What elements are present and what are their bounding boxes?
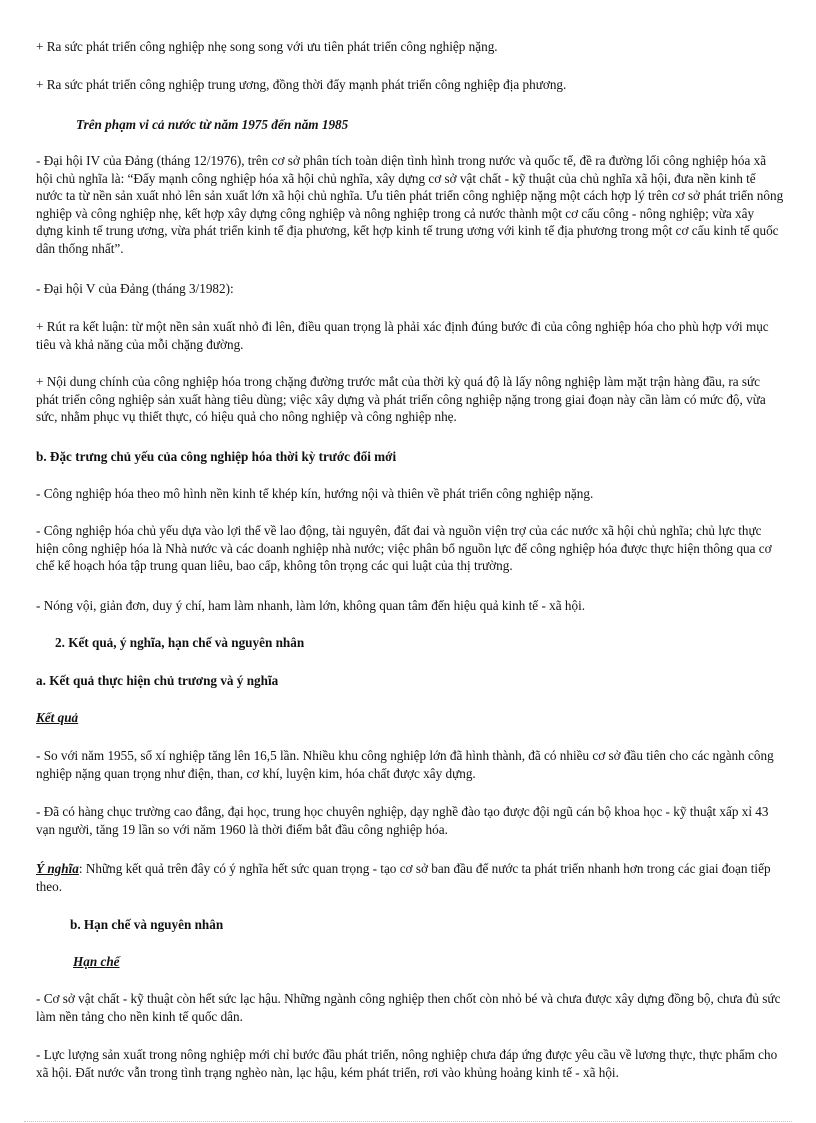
heading-limitations: Hạn chế xyxy=(73,954,120,969)
heading-results: Kết quả xyxy=(36,710,79,725)
paragraph-congress-v: - Đại hội V của Đảng (tháng 3/1982): xyxy=(36,281,234,296)
paragraph-main-content: + Nội dung chính của công nghiệp hóa trong chặng đường trước mắt của thời kỳ quá độ là lấy nông nghiệp làm mặt trận hàng đầu, ra sức phát triển công nghiệp sản xuất hàng tiêu dùng; việc xây dựng và phát triển công nghiệp nặng trong giai đoạn này cần làm có mức độ, vừa sức, nhằm phục vụ thiết thực, có hiệu quả cho nông nghiệp và công nghiệp nhẹ. xyxy=(36,374,766,424)
heading-results-section: 2. Kết quả, ý nghĩa, hạn chế và nguyên nhân xyxy=(55,635,305,650)
significance-text: : Những kết quả trên đây có ý nghĩa hết sức quan trọng - tạo cơ sở ban đầu để nước ta phát triển nhanh hơn trong các giai đoạn tiếp theo. xyxy=(36,861,771,894)
heading-nationwide-1975-1985: Trên phạm vi cả nước từ năm 1975 đến năm 1985 xyxy=(76,117,349,132)
paragraph-advantages: - Công nghiệp hóa chủ yếu dựa vào lợi thế về lao động, tài nguyên, đất đai và nguồn viện trợ của các nước xã hội chủ nghĩa; chủ lực thực hiện công nghiệp hóa là Nhà nước và các doanh nghiệp nhà nước; việc phân bổ nguồn lực để công nghiệp hóa được thực hiện thông qua cơ chế kế hoạch hóa tập trung quan liêu, bao cấp, không tôn trọng các qui luật của thị trường. xyxy=(36,523,772,573)
paragraph-hasty: - Nóng vội, giản đơn, duy ý chí, ham làm nhanh, làm lớn, không quan tâm đến hiệu quả kinh tế - xã hội. xyxy=(36,598,586,613)
paragraph-education: - Đã có hàng chục trường cao đẳng, đại học, trung học chuyên nghiệp, dạy nghề đào tạo được đội ngũ cán bộ khoa học - kỹ thuật xấp xỉ 43 vạn người, tăng 19 lần so với năm 1960 là thời điểm bắt đầu công nghiệp hóa. xyxy=(36,804,769,837)
paragraph-central-industry: + Ra sức phát triển công nghiệp trung ương, đồng thời đẩy mạnh phát triển công nghiệp địa phương. xyxy=(36,77,567,92)
paragraph-light-industry: + Ra sức phát triển công nghiệp nhẹ song song với ưu tiên phát triển công nghiệp nặng. xyxy=(36,39,498,54)
paragraph-enterprises: - So với năm 1955, số xí nghiệp tăng lên 16,5 lần. Nhiều khu công nghiệp lớn đã hình thành, đã có nhiều cơ sở đầu tiên cho các ngành công nghiệp nặng quan trọng như điện, than, cơ khí, luyện kim, hóa chất được xây dựng. xyxy=(36,748,774,781)
paragraph-infrastructure: - Cơ sở vật chất - kỹ thuật còn hết sức lạc hậu. Những ngành công nghiệp then chốt còn nhỏ bé và chưa được xây dựng đồng bộ, chưa đủ sức làm nền tảng cho nền kinh tế quốc dân. xyxy=(36,991,781,1024)
paragraph-closed-economy: - Công nghiệp hóa theo mô hình nền kinh tế khép kín, hướng nội và thiên về phát triển công nghiệp nặng. xyxy=(36,486,594,501)
paragraph-congress-iv: - Đại hội IV của Đảng (tháng 12/1976), trên cơ sở phân tích toàn diện tình hình trong nước và quốc tế, đề ra đường lối công nghiệp hóa xã hội chủ nghĩa là: “Đẩy mạnh công nghiệp hóa xã hội chủ nghĩa, xây dựng cơ sở vật chất - kỹ thuật của chủ nghĩa xã hội, đưa nền kinh tế nước ta từ nền sản xuất nhỏ lên sản xuất lớn xã hội chủ nghĩa. Ưu tiên phát triển công nghiệp nặng một cách hợp lý trên cơ sở phát triển nông nghiệp và công nghiệp nhẹ, kết hợp xây dựng công nghiệp và nông nghiệp trong cả nước thành một cơ cấu công - nông nghiệp; vừa xây dựng kinh tế trung ương, vừa phát triển kinh tế địa phương, kết hợp kinh tế trung ương với kinh tế địa phương trong một cơ cấu kinh tế quốc dân thống nhất”. xyxy=(36,153,784,256)
heading-results-meaning: a. Kết quả thực hiện chủ trương và ý nghĩa xyxy=(36,673,279,688)
page-bottom-rule xyxy=(24,1121,792,1122)
heading-limitations-causes: b. Hạn chế và nguyên nhân xyxy=(70,917,224,932)
paragraph-agriculture: - Lực lượng sản xuất trong nông nghiệp mới chỉ bước đầu phát triển, nông nghiệp chưa đáp ứng được yêu cầu về lương thực, thực phẩm cho xã hội. Đất nước vẫn trong tình trạng nghèo nàn, lạc hậu, kém phát triển, rơi vào khủng hoảng kinh tế - xã hội. xyxy=(36,1047,778,1080)
paragraph-significance xyxy=(36,860,784,895)
paragraph-conclusion: + Rút ra kết luận: từ một nền sản xuất nhỏ đi lên, điều quan trọng là phải xác định đúng bước đi của công nghiệp hóa cho phù hợp với mục tiêu và khả năng của mỗi chặng đường. xyxy=(36,319,769,352)
heading-characteristics: b. Đặc trưng chủ yếu của công nghiệp hóa thời kỳ trước đổi mới xyxy=(36,449,397,464)
significance-label: Ý nghĩa xyxy=(36,861,79,876)
